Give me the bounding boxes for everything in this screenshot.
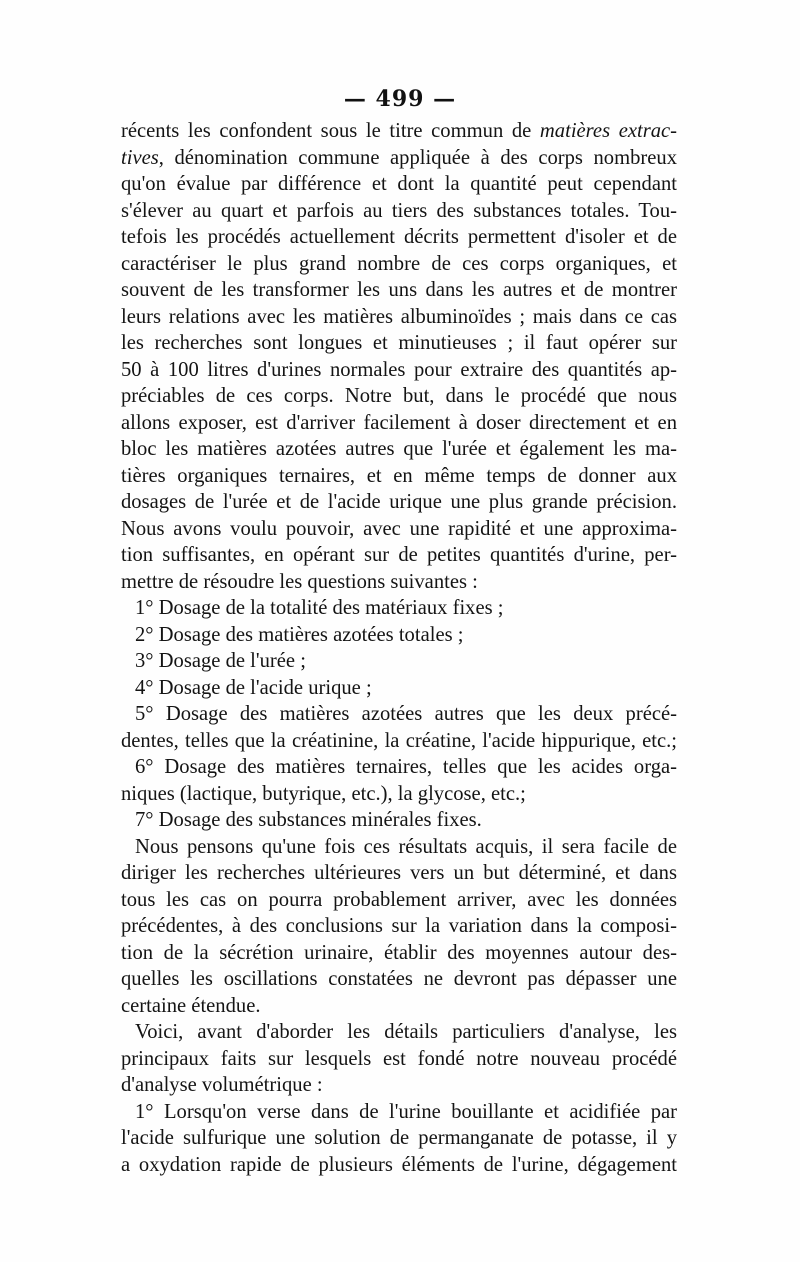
text-line: tefois les procédés actuellement décrits permettent d'isoler et de — [121, 226, 677, 248]
text-line: 4° Dosage de l'acide urique ; — [135, 676, 372, 699]
text-line — [121, 118, 677, 145]
text-line: précédentes, à des conclusions sur la variation dans la composi- — [121, 915, 677, 937]
text-line: Voici, avant d'aborder les détails particuliers d'analyse, les — [135, 1021, 677, 1043]
text-line: 2° Dosage des matières azotées totales ; — [135, 623, 464, 646]
text-line: principaux faits sur lesquels est fondé notre nouveau procédé — [121, 1047, 677, 1070]
text-line: qu'on évalue par différence et dont la quantité peut cependant — [121, 173, 677, 195]
text-line: s'élever au quart et parfois au tiers des substances totales. Tou- — [121, 199, 677, 222]
text-segment: récents les confondent sous le titre commun de — [121, 120, 540, 142]
text-line: dentes, telles que la créatinine, la créatine, l'acide hippurique, etc.; — [121, 729, 677, 752]
text-line: tion de la sécrétion urinaire, établir des moyennes autour des- — [121, 941, 677, 964]
text-line: d'analyse volumétrique : — [121, 1074, 323, 1096]
text-line: préciables de ces corps. Notre but, dans le procédé que nous — [121, 385, 677, 407]
text-line: souvent de les transformer les uns dans les autres et de montrer — [121, 279, 677, 301]
text-line: leurs relations avec les matières albuminoïdes ; mais dans ce cas — [121, 305, 677, 328]
text-line: bloc les matières azotées autres que l'urée et également les ma- — [121, 438, 677, 460]
text-line: 6° Dosage des matières ternaires, telles que les acides orga- — [135, 756, 677, 778]
text-line: a oxydation rapide de plusieurs éléments de l'urine, dégagement — [121, 1153, 677, 1176]
italic-term: matières extrac- — [539, 120, 678, 142]
text-line: l'acide sulfurique une solution de permanganate de potasse, il y — [121, 1127, 677, 1149]
text-line: 1° Lorsqu'on verse dans de l'urine bouillante et acidifiée par — [135, 1100, 677, 1123]
text-line: tières organiques ternaires, et en même temps de donner aux — [121, 464, 677, 487]
text-line: Nous pensons qu'une fois ces résultats acquis, il sera facile de — [135, 835, 677, 858]
text-line: mettre de résoudre les questions suivantes : — [121, 570, 478, 593]
text-line: les recherches sont longues et minutieuses ; il faut opérer sur — [121, 332, 677, 354]
text-line: 5° Dosage des matières azotées autres que les deux précé- — [135, 703, 677, 725]
italic-term: tives — [121, 146, 159, 169]
text-line — [121, 145, 677, 172]
text-line: 7° Dosage des substances minérales fixes. — [135, 809, 482, 831]
text-line: niques (lactique, butyrique, etc.), la glycose, etc.; — [121, 782, 526, 805]
text-segment: , dénomination commune appliquée à des corps nombreux — [158, 146, 677, 169]
text-line: tion suffisantes, en opérant sur de petites quantités d'urine, per- — [121, 544, 677, 566]
text-line: certaine étendue. — [121, 994, 261, 1017]
text-line: 1° Dosage de la totalité des matériaux fixes ; — [135, 597, 504, 619]
text-line: caractériser le plus grand nombre de ces corps organiques, et — [121, 252, 677, 275]
text-line: allons exposer, est d'arriver facilement à doser directement et en — [121, 411, 677, 434]
text-line: 50 à 100 litres d'urines normales pour extraire des quantités ap- — [121, 358, 677, 381]
text-line: dosages de l'urée et de l'acide urique une plus grande précision. — [121, 491, 677, 513]
text-line: Nous avons voulu pouvoir, avec une rapidité et une approxima- — [121, 517, 677, 540]
page-number: — 499 — — [343, 86, 457, 112]
text-line: quelles les oscillations constatées ne devront pas dépasser une — [121, 968, 677, 990]
text-line: diriger les recherches ultérieures vers un but déterminé, et dans — [121, 862, 677, 884]
body-text — [121, 118, 677, 1178]
text-line: 3° Dosage de l'urée ; — [135, 650, 306, 672]
text-line: tous les cas on pourra probablement arriver, avec les données — [121, 888, 677, 911]
